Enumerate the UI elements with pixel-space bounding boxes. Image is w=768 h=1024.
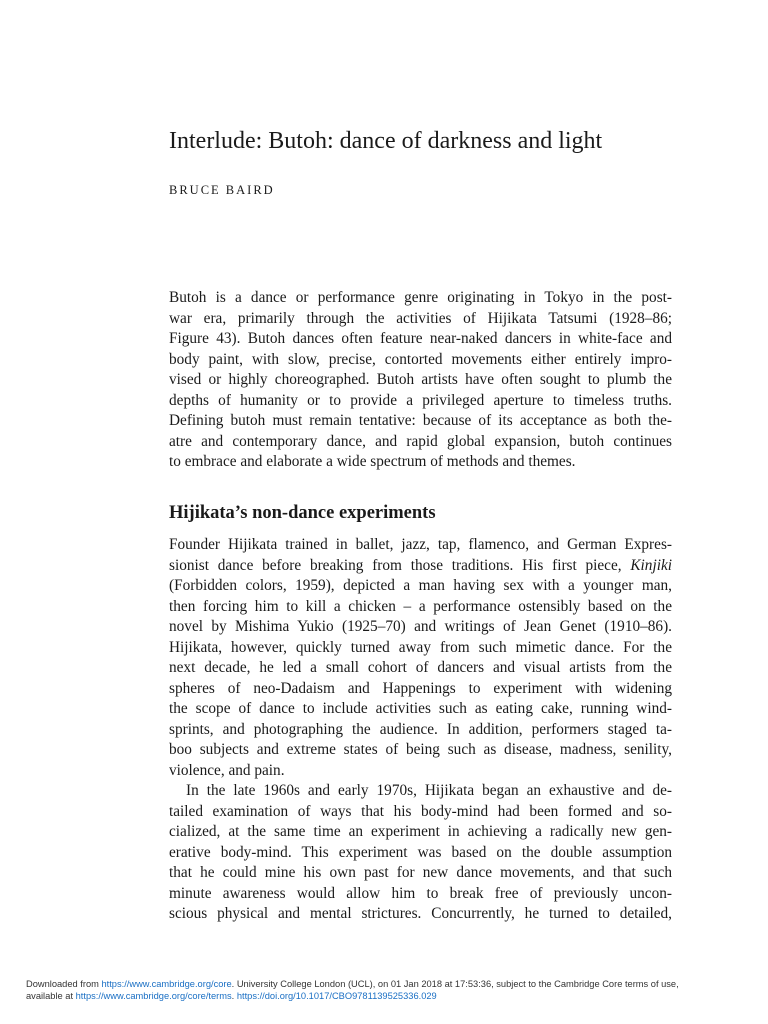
text-line: war era, primarily through the activities of Hijikata Tatsumi (1928–86; — [169, 309, 672, 327]
terms-link[interactable]: https://www.cambridge.org/core/terms — [75, 991, 232, 1001]
text-line: (Forbidden colors, 1959), depicted a man having sex with a younger man, — [169, 577, 672, 594]
text-line: to embrace and elaborate a wide spectrum of methods and themes. — [169, 453, 576, 470]
text-line: the scope of dance to include activities such as eating cake, running wind- — [169, 700, 672, 717]
section-paragraph-1 — [169, 535, 672, 781]
section-body — [169, 535, 672, 925]
text-line: violence, and pain. — [169, 761, 285, 779]
text-line: then forcing him to kill a chicken – a performance ostensibly based on the — [169, 597, 672, 615]
text-line: sprints, and photographing the audience. In addition, performers staged ta- — [169, 720, 672, 738]
text-line: next decade, he led a small cohort of dancers and visual artists from the — [169, 659, 672, 676]
text-line: Founder Hijikata trained in ballet, jazz, tap, flamenco, and German Expres- — [169, 536, 672, 553]
work-title-italic: Kinjiki — [630, 556, 672, 574]
intro-paragraph — [169, 288, 672, 473]
footer-text: . — [231, 991, 237, 1001]
section-heading: Hijikata’s non-dance experiments — [169, 503, 436, 523]
text-line: In the late 1960s and early 1970s, Hijikata began an exhaustive and de- — [186, 782, 672, 799]
text-line: minute awareness would allow him to break free of previously uncon- — [169, 884, 672, 902]
cambridge-core-link[interactable]: https://www.cambridge.org/core — [101, 979, 232, 989]
text-line: Figure 43). Butoh dances often feature near-naked dancers in white-face and — [169, 330, 672, 347]
text-line — [169, 556, 672, 577]
text-line: novel by Mishima Yukio (1925–70) and writings of Jean Genet (1910–86). — [169, 618, 672, 635]
article-author: BRUCE BAIRD — [169, 183, 275, 197]
intro-text — [169, 288, 672, 473]
article-title: Interlude: Butoh: dance of darkness and light — [169, 128, 603, 154]
doi-link[interactable]: https://doi.org/10.1017/CBO9781139525336.029 — [236, 991, 437, 1001]
text-line: Hijikata, however, quickly turned away from such mimetic dance. For the — [169, 638, 672, 656]
footer-line-2 — [26, 990, 746, 1002]
text-line: cialized, at the same time an experiment in achieving a radically new gen- — [169, 823, 672, 840]
text-line: Butoh is a dance or performance genre originating in Tokyo in the post- — [169, 289, 672, 306]
text-line: that he could mine his own past for new dance movements, and that such — [169, 864, 672, 881]
text-line: body paint, with slow, precise, contorted movements either entirely impro- — [169, 350, 672, 368]
footer-line-1 — [26, 978, 746, 990]
text-line: atre and contemporary dance, and rapid global expansion, butoh continues — [169, 432, 672, 450]
download-footer — [26, 978, 746, 1002]
text-line: scious physical and mental strictures. Concurrently, he turned to detailed, — [169, 905, 672, 922]
text-line: vised or highly choreographed. Butoh artists have often sought to plumb the — [169, 371, 672, 388]
footer-text: Downloaded from — [26, 979, 102, 989]
text-line: tailed examination of ways that his body-mind had been formed and so- — [169, 802, 672, 820]
text-line: boo subjects and extreme states of being such as disease, madness, senility, — [169, 741, 672, 758]
text-line: erative body-mind. This experiment was based on the double assumption — [169, 843, 672, 861]
text-fragment: sionist dance before breaking from those traditions. His first piece, — [169, 556, 631, 574]
footer-text: available at — [26, 991, 76, 1001]
footer-text: . University College London (UCL), on 01 Jan 2018 at 17:53:36, subject to the Cambridge Core terms of use, — [231, 979, 679, 989]
text-line: depths of humanity or to provide a privileged aperture to timeless truths. — [169, 391, 672, 409]
text-line: spheres of neo-Dadaism and Happenings to experiment with widening — [169, 679, 672, 697]
text-line: Defining butoh must remain tentative: because of its acceptance as both the- — [169, 412, 672, 429]
section-paragraph-2 — [169, 781, 672, 925]
